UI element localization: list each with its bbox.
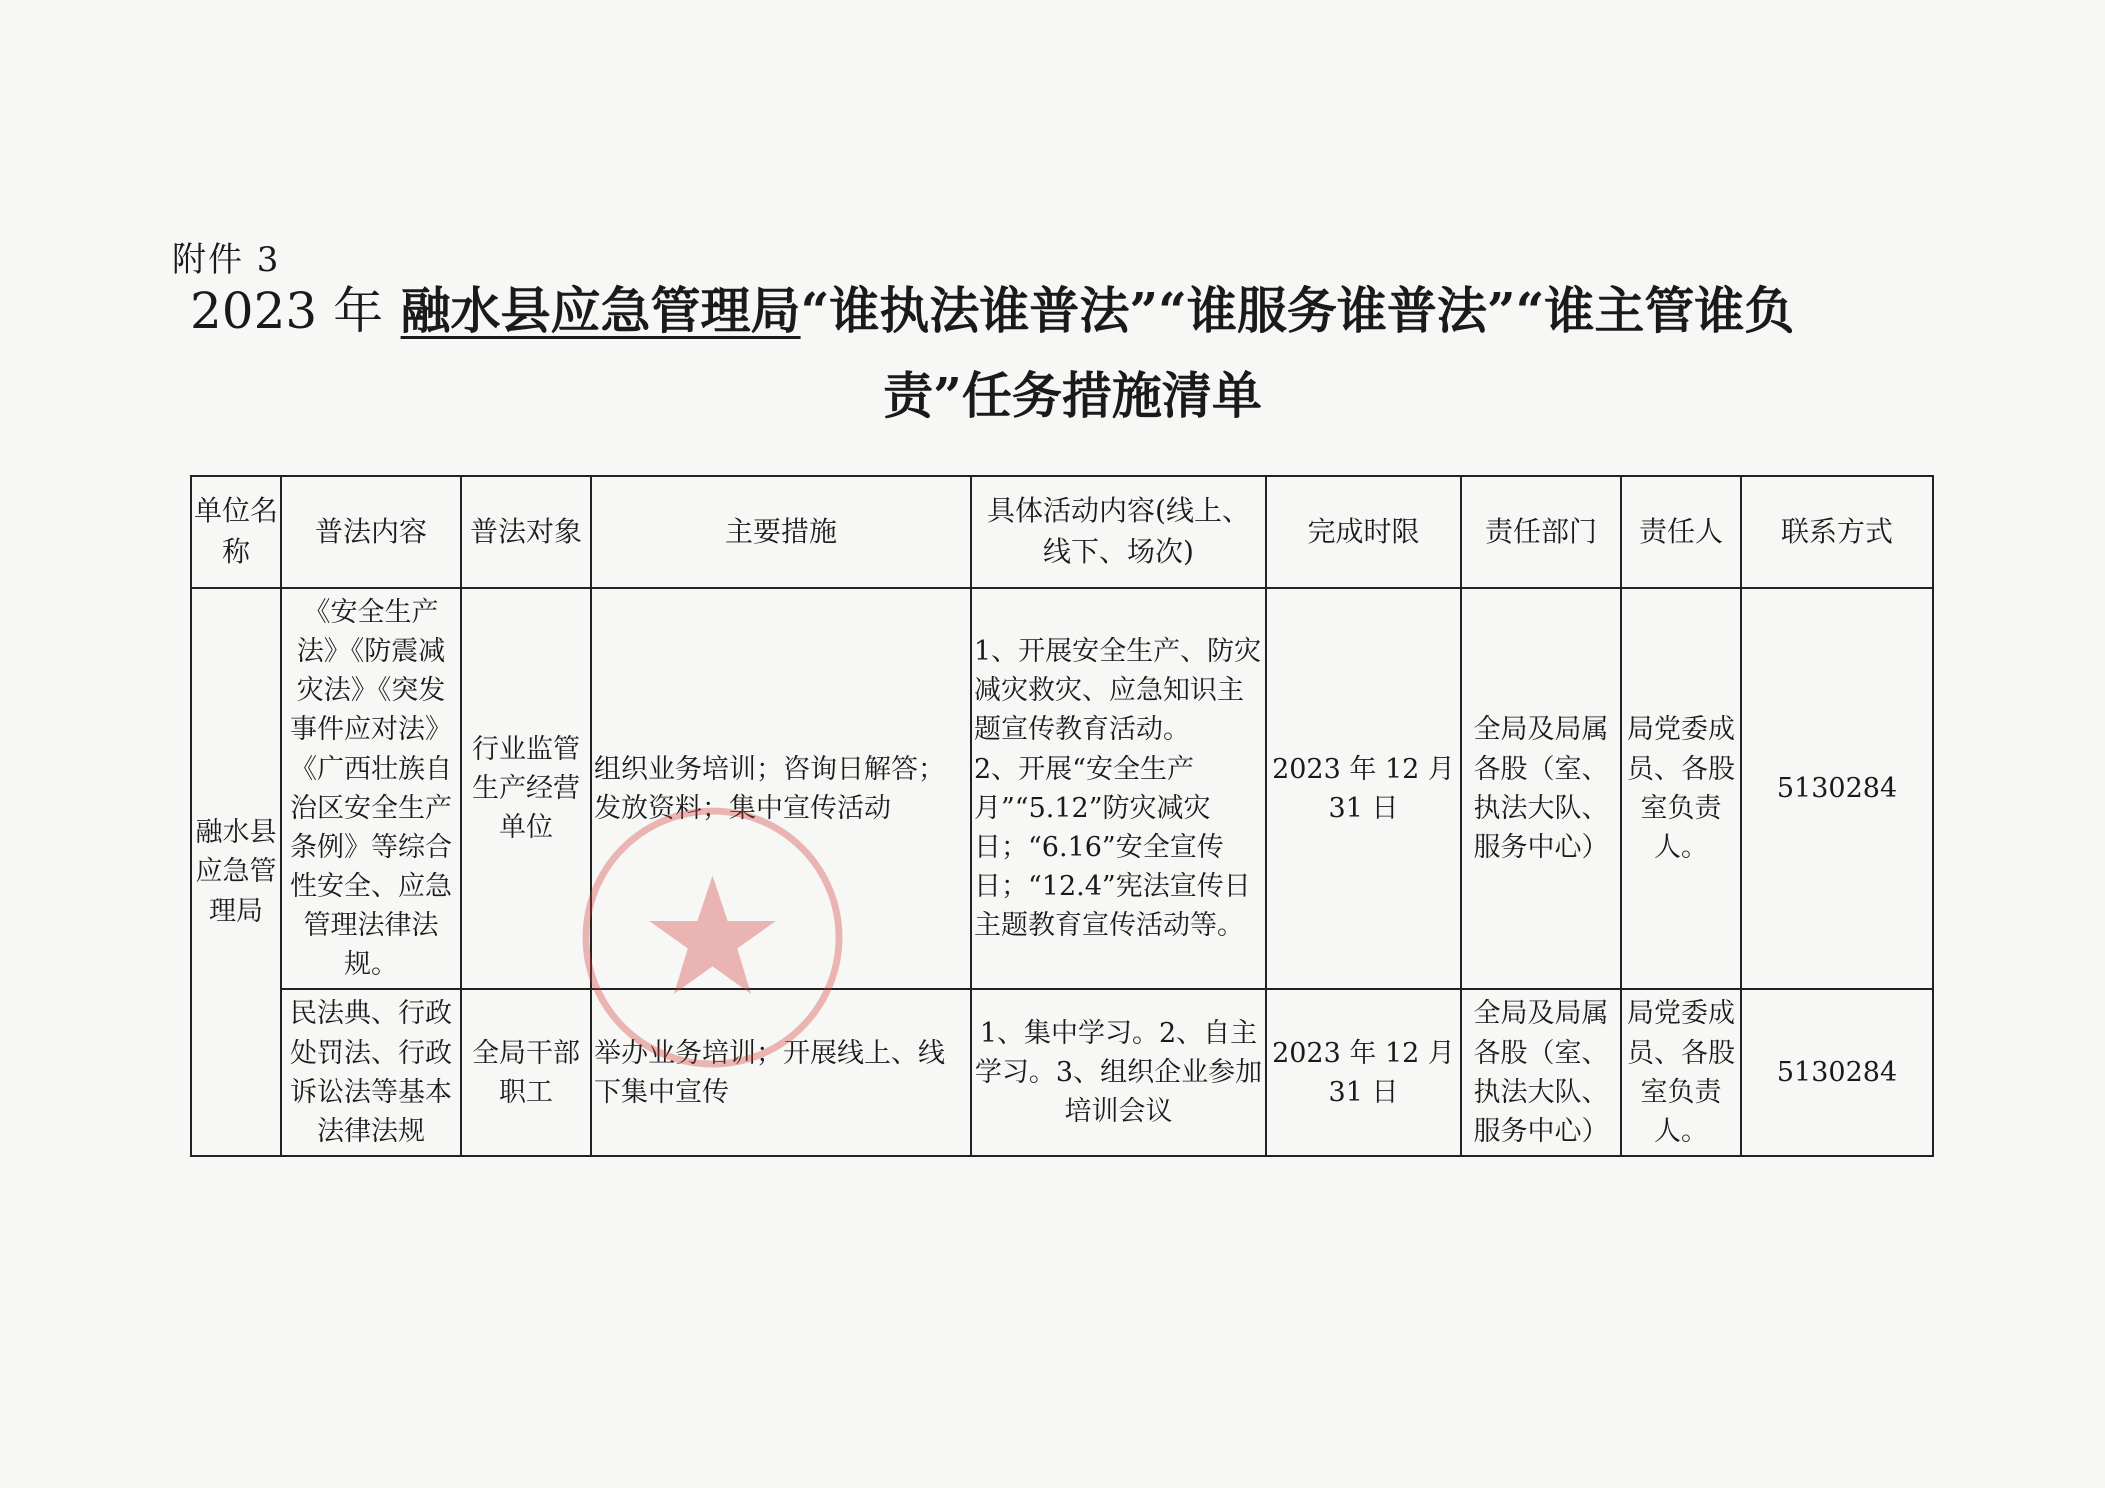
- header-activities: 具体活动内容(线上、线下、场次): [971, 476, 1266, 588]
- activity-item: 2、开展“安全生产月”“5.12”防灾减灾日；“6.16”安全宣传日；“12.4”宪法宣传日主题教育宣传活动等。: [974, 753, 1251, 942]
- cell-contact: 5130284: [1741, 588, 1933, 989]
- attachment-label: 附件 3: [172, 240, 281, 280]
- title-rest: “谁执法谁普法”“谁服务谁普法”“谁主管谁负: [800, 281, 1795, 340]
- cell-measures: 组织业务培训；咨询日解答；发放资料；集中宣传活动: [591, 588, 971, 989]
- cell-target: 行业监管生产经营单位: [461, 588, 591, 989]
- title-line2-text: 责”任务措施清单: [883, 366, 1262, 425]
- cell-person: 局党委成员、各股室负责人。: [1621, 989, 1741, 1156]
- header-deadline: 完成时限: [1266, 476, 1461, 588]
- header-contact: 联系方式: [1741, 476, 1933, 588]
- cell-dept: 全局及局属各股（室、执法大队、服务中心）: [1461, 588, 1621, 989]
- header-content: 普法内容: [281, 476, 461, 588]
- cell-target: 全局干部职工: [461, 989, 591, 1156]
- cell-measures: 举办业务培训；开展线上、线下集中宣传: [591, 989, 971, 1156]
- header-measures: 主要措施: [591, 476, 971, 588]
- task-table: [190, 475, 1934, 1157]
- cell-dept: 全局及局属各股（室、执法大队、服务中心）: [1461, 989, 1621, 1156]
- header-target: 普法对象: [461, 476, 591, 588]
- cell-activities: [971, 989, 1266, 1156]
- cell-person: 局党委成员、各股室负责人。: [1621, 588, 1741, 989]
- header-unit: 单位名称: [191, 476, 281, 588]
- cell-activities: [971, 588, 1266, 989]
- header-dept: 责任部门: [1461, 476, 1621, 588]
- cell-deadline: 2023 年 12 月 31 日: [1266, 588, 1461, 989]
- document-title-line2: [0, 356, 2105, 428]
- document-title: [190, 281, 1930, 340]
- cell-unit-name: 融水县应急管理局: [191, 588, 281, 1156]
- cell-deadline: 2023 年 12 月 31 日: [1266, 989, 1461, 1156]
- title-year: 2023 年: [190, 282, 384, 340]
- activity-item: 1、开展安全生产、防灾减灾救灾、应急知识主题宣传教育活动。: [974, 636, 1262, 746]
- header-person: 责任人: [1621, 476, 1741, 588]
- table-header-row: [191, 476, 1933, 588]
- cell-content: 《安全生产法》《防震减灾法》《突发事件应对法》《广西壮族自治区安全生产条例》等综合性安全、应急管理法律法规。: [281, 588, 461, 989]
- activity-item: 1、集中学习。2、自主学习。3、组织企业参加培训会议: [974, 1017, 1263, 1128]
- table-row: [191, 588, 1933, 989]
- cell-contact: 5130284: [1741, 989, 1933, 1156]
- table-row: [191, 989, 1933, 1156]
- title-unit: 融水县应急管理局: [400, 281, 801, 340]
- cell-content: 民法典、行政处罚法、行政诉讼法等基本法律法规: [281, 989, 461, 1156]
